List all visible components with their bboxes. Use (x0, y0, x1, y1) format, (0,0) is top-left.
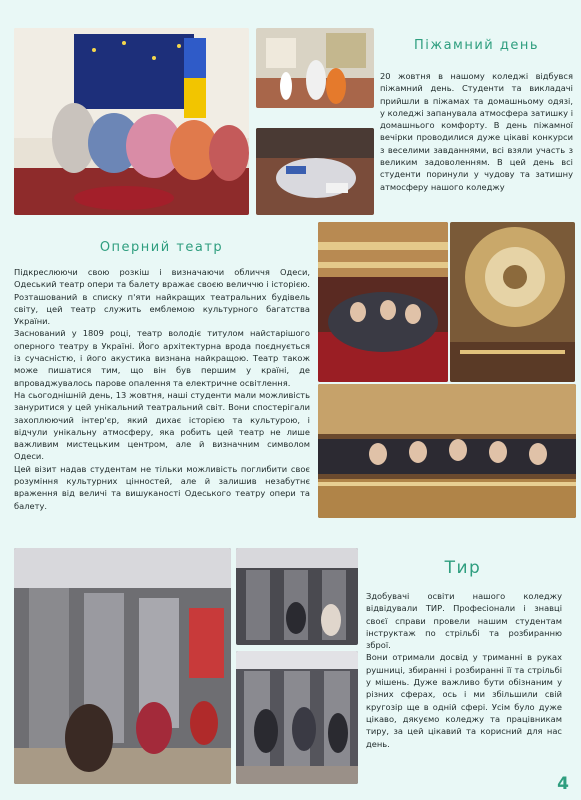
tir-paragraph: Здобувачі освіти нашого коледжу відвідували ТИР. Професіонали і знавці своєї справи провели нашим студентам інструктаж по стрільбі та розбиранню зброї. (366, 591, 562, 651)
pajama-day-text: 20 жовтня в нашому коледжі відбувся піжамний день. Студенти та викладачі прийшли в піжамах та домашньому одязі, у коледжі запанувала атмосфера затишку і домашнього комфорту. В день піжамної вечірки проводилися дуже цікаві конкурси з веселими завданнями, всі взяли участь з великим задоволенням. В цей день всі студенти поринули у чудову та затишну атмосферу нашого коледжу (380, 71, 573, 192)
opera-paragraph: Заснований у 1809 році, театр володіє титулом найстарішого оперного театру в Україні. Його архітектурна врода поєднується із сучасністю, і його акустика визнана найкращою. Театр також може пишатися тим, що він був першим у країні, де впроваджувалось парове опалення та електричне освітлення. (14, 328, 310, 388)
opera-ceiling-photo (450, 222, 575, 382)
pajama-hall-photo (256, 28, 374, 108)
opera-theatre-text (14, 266, 310, 512)
opera-hall-group-photo (318, 222, 448, 382)
shooting-range-text (366, 590, 562, 750)
opera-balcony-photo (318, 384, 576, 518)
pajama-day-heading: Піжамний день (413, 38, 540, 53)
shooting-range-heading: Тир (444, 558, 482, 578)
shooting-range-photo-2 (236, 548, 358, 645)
pajama-table-photo (256, 128, 374, 215)
shooting-range-photo-3 (236, 651, 358, 784)
pajama-group-photo (14, 28, 249, 215)
opera-paragraph: Цей візит надав студентам не тільки можливість поглибити своє розуміння культурних цінностей, але й залишив незабутнє враження від величі та вишуканості Одеського театру опери та балету. (14, 463, 310, 511)
page-number: 4 (557, 774, 569, 794)
opera-paragraph: На сьогоднішній день, 13 жовтня, наші студенти мали можливість зануритися у цей унікальний театральний світ. Вони спостерігали захоплюючий інтер'єр, який дихає історією та культурою, і відчули унікальну атмосферу, яка робить цей театр не лише важливим мистецьким центром, але й визначним символом Одеси. (14, 389, 310, 462)
opera-paragraph: Підкреслюючи свою розкіш і визначаючи обличчя Одеси, Одеський театр опери та балету вражає своєю величчю і історією. Розташований в списку п'яти найкращих театральних будівель світу, цей театр служить емблемою культурного багатства України. (14, 267, 310, 327)
opera-theatre-heading: Оперний театр (99, 240, 224, 255)
tir-paragraph: Вони отримали досвід у триманні в руках рушниці, збиранні і розбиранні її та стрільбі у мішень. Дуже важливо бути обізнаним у різних сферах, ось і ми збільшили свій кругозір ще в одній сфері. Усім було дуже цікаво, дякуємо коледжу та працівникам тиру, за цей цікавий та корисний для нас день. (366, 652, 562, 749)
shooting-range-photo-1 (14, 548, 231, 784)
